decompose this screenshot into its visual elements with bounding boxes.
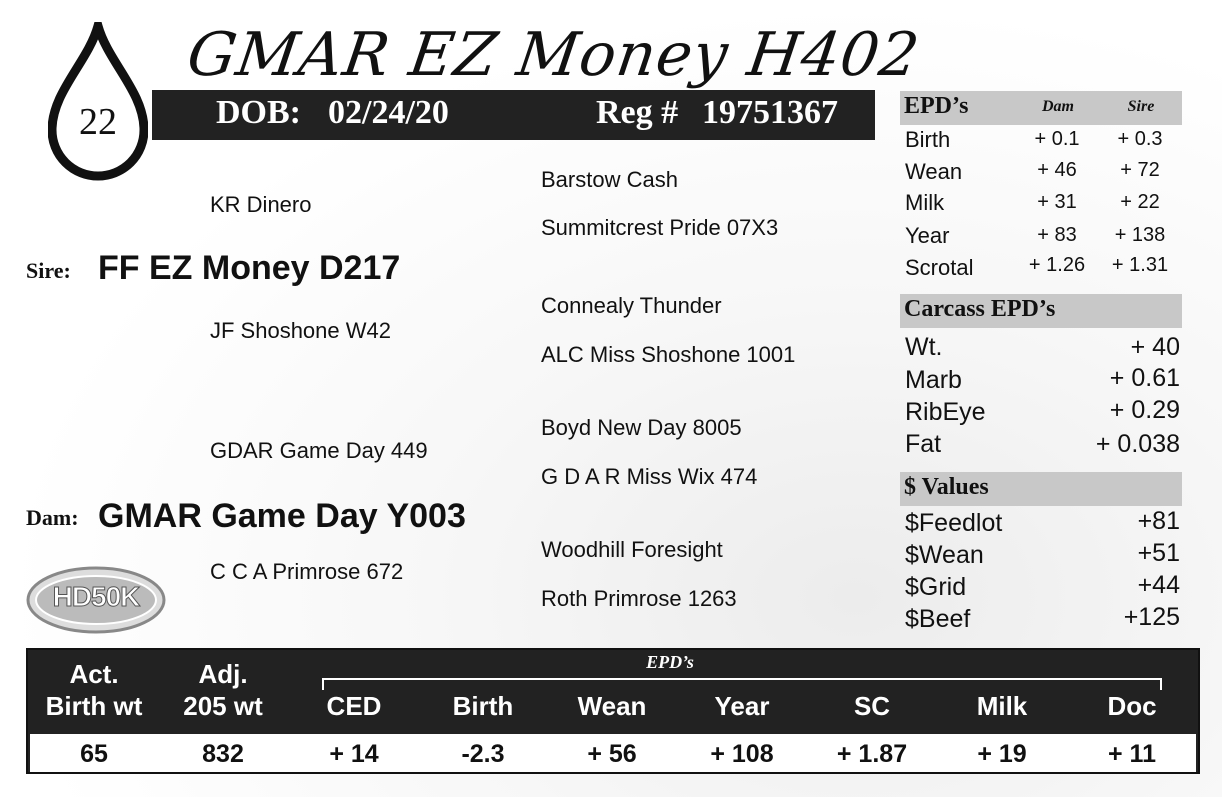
epd-ced-value: + 14 bbox=[329, 740, 379, 768]
epd-dam-value: + 46 bbox=[1037, 159, 1077, 181]
epd-row-label: Year bbox=[905, 223, 950, 248]
col-header-act-birth: Act. Birth wt bbox=[45, 659, 143, 721]
value-row-value: +51 bbox=[1137, 539, 1180, 567]
sire-sire: KR Dinero bbox=[210, 192, 312, 217]
sire-name: FF EZ Money D217 bbox=[98, 249, 401, 287]
dam-dam-dam: Roth Primrose 1263 bbox=[541, 586, 737, 611]
epd-sire-value: + 138 bbox=[1114, 224, 1166, 246]
sire-sire-dam: Summitcrest Pride 07X3 bbox=[541, 215, 779, 240]
reg-label: Reg # bbox=[596, 94, 679, 131]
sire-dam-sire: Connealy Thunder bbox=[541, 293, 722, 318]
dob-label: DOB: bbox=[216, 94, 301, 131]
carcass-row-value: + 0.61 bbox=[1109, 364, 1180, 392]
col-header-ced: CED bbox=[326, 691, 382, 721]
value-row-value: +81 bbox=[1137, 507, 1180, 535]
carcass-row-label: Marb bbox=[905, 366, 962, 394]
epd-sire-value: + 1.31 bbox=[1111, 254, 1169, 276]
dam-label: Dam: bbox=[26, 505, 79, 530]
value-row-value: +125 bbox=[1123, 603, 1180, 631]
values-panel-header bbox=[900, 472, 1182, 506]
bottom-epd-title: EPD’s bbox=[646, 652, 694, 672]
dob-value: 02/24/20 bbox=[328, 94, 449, 131]
sire-dam: JF Shoshone W42 bbox=[210, 318, 391, 343]
col-header-birth: Birth bbox=[452, 691, 514, 721]
value-row-label: $Wean bbox=[905, 541, 984, 569]
dam-sire: GDAR Game Day 449 bbox=[210, 438, 428, 463]
epd-sc-value: + 1.87 bbox=[836, 740, 908, 768]
epd-col-sire: Sire bbox=[1127, 98, 1155, 115]
lot-number: 22 bbox=[79, 101, 117, 143]
epd-dam-value: + 83 bbox=[1037, 224, 1077, 246]
carcass-row-value: + 40 bbox=[1130, 333, 1180, 361]
epd-panel-header bbox=[900, 91, 1182, 125]
bottom-epd-bracket bbox=[322, 678, 1162, 690]
epd-row-label: Wean bbox=[905, 159, 963, 184]
epd-birth-value: -2.3 bbox=[461, 740, 505, 768]
adj-205-weight: 832 bbox=[202, 740, 244, 768]
value-row-value: +44 bbox=[1137, 571, 1180, 599]
col-header-year: Year bbox=[714, 691, 770, 721]
dam-sire-sire: Boyd New Day 8005 bbox=[541, 415, 742, 440]
epd-row-label: Scrotal bbox=[905, 255, 974, 280]
value-row-label: $Feedlot bbox=[905, 509, 1003, 537]
carcass-row-label: Wt. bbox=[905, 333, 943, 361]
dam-sire-dam: G D A R Miss Wix 474 bbox=[541, 464, 758, 489]
carcass-row-value: + 0.29 bbox=[1109, 396, 1180, 424]
carcass-row-label: Fat bbox=[905, 430, 942, 458]
epd-sire-value: + 22 bbox=[1120, 191, 1160, 213]
epd-dam-value: + 1.26 bbox=[1028, 254, 1086, 276]
col-header-adj-205: Adj. 205 wt bbox=[183, 659, 263, 721]
carcass-panel-title: Carcass EPD’s bbox=[904, 296, 1056, 322]
epd-sire-value: + 0.3 bbox=[1117, 128, 1163, 150]
carcass-row-value: + 0.038 bbox=[1095, 430, 1180, 458]
dam-name: GMAR Game Day Y003 bbox=[98, 497, 466, 535]
epd-dam-value: + 0.1 bbox=[1034, 128, 1080, 150]
dob-reg-bar bbox=[152, 90, 875, 140]
epd-milk-value: + 19 bbox=[977, 740, 1027, 768]
hd50k-logo-text: HD50K bbox=[52, 581, 140, 612]
epd-col-dam: Dam bbox=[1042, 98, 1074, 115]
epd-row-label: Milk bbox=[905, 190, 945, 215]
epd-dam-value: + 31 bbox=[1037, 191, 1077, 213]
epd-wean-value: + 56 bbox=[587, 740, 637, 768]
dam-dam: C C A Primrose 672 bbox=[210, 559, 404, 584]
epd-sire-value: + 72 bbox=[1120, 159, 1160, 181]
epd-doc-value: + 11 bbox=[1108, 740, 1156, 768]
value-row-label: $Grid bbox=[905, 573, 967, 601]
col-header-sc: SC bbox=[853, 691, 891, 721]
col-header-milk: Milk bbox=[976, 691, 1028, 721]
sire-dam-dam: ALC Miss Shoshone 1001 bbox=[541, 342, 796, 367]
animal-name: GMAR EZ Money H402 bbox=[183, 20, 924, 90]
act-birth-weight: 65 bbox=[80, 740, 108, 768]
epd-row-label: Birth bbox=[905, 127, 951, 152]
sire-sire-sire: Barstow Cash bbox=[541, 167, 678, 192]
carcass-row-label: RibEye bbox=[905, 398, 986, 426]
dam-dam-sire: Woodhill Foresight bbox=[541, 537, 723, 562]
epd-panel-title: EPD’s bbox=[904, 93, 969, 119]
value-row-label: $Beef bbox=[905, 605, 971, 633]
sire-label: Sire: bbox=[26, 258, 71, 283]
reg-value: 19751367 bbox=[702, 94, 838, 131]
values-panel-title: $ Values bbox=[904, 474, 989, 500]
col-header-wean: Wean bbox=[577, 691, 647, 721]
col-header-doc: Doc bbox=[1107, 691, 1157, 721]
epd-year-value: + 108 bbox=[710, 740, 774, 768]
carcass-panel-header bbox=[900, 294, 1182, 328]
